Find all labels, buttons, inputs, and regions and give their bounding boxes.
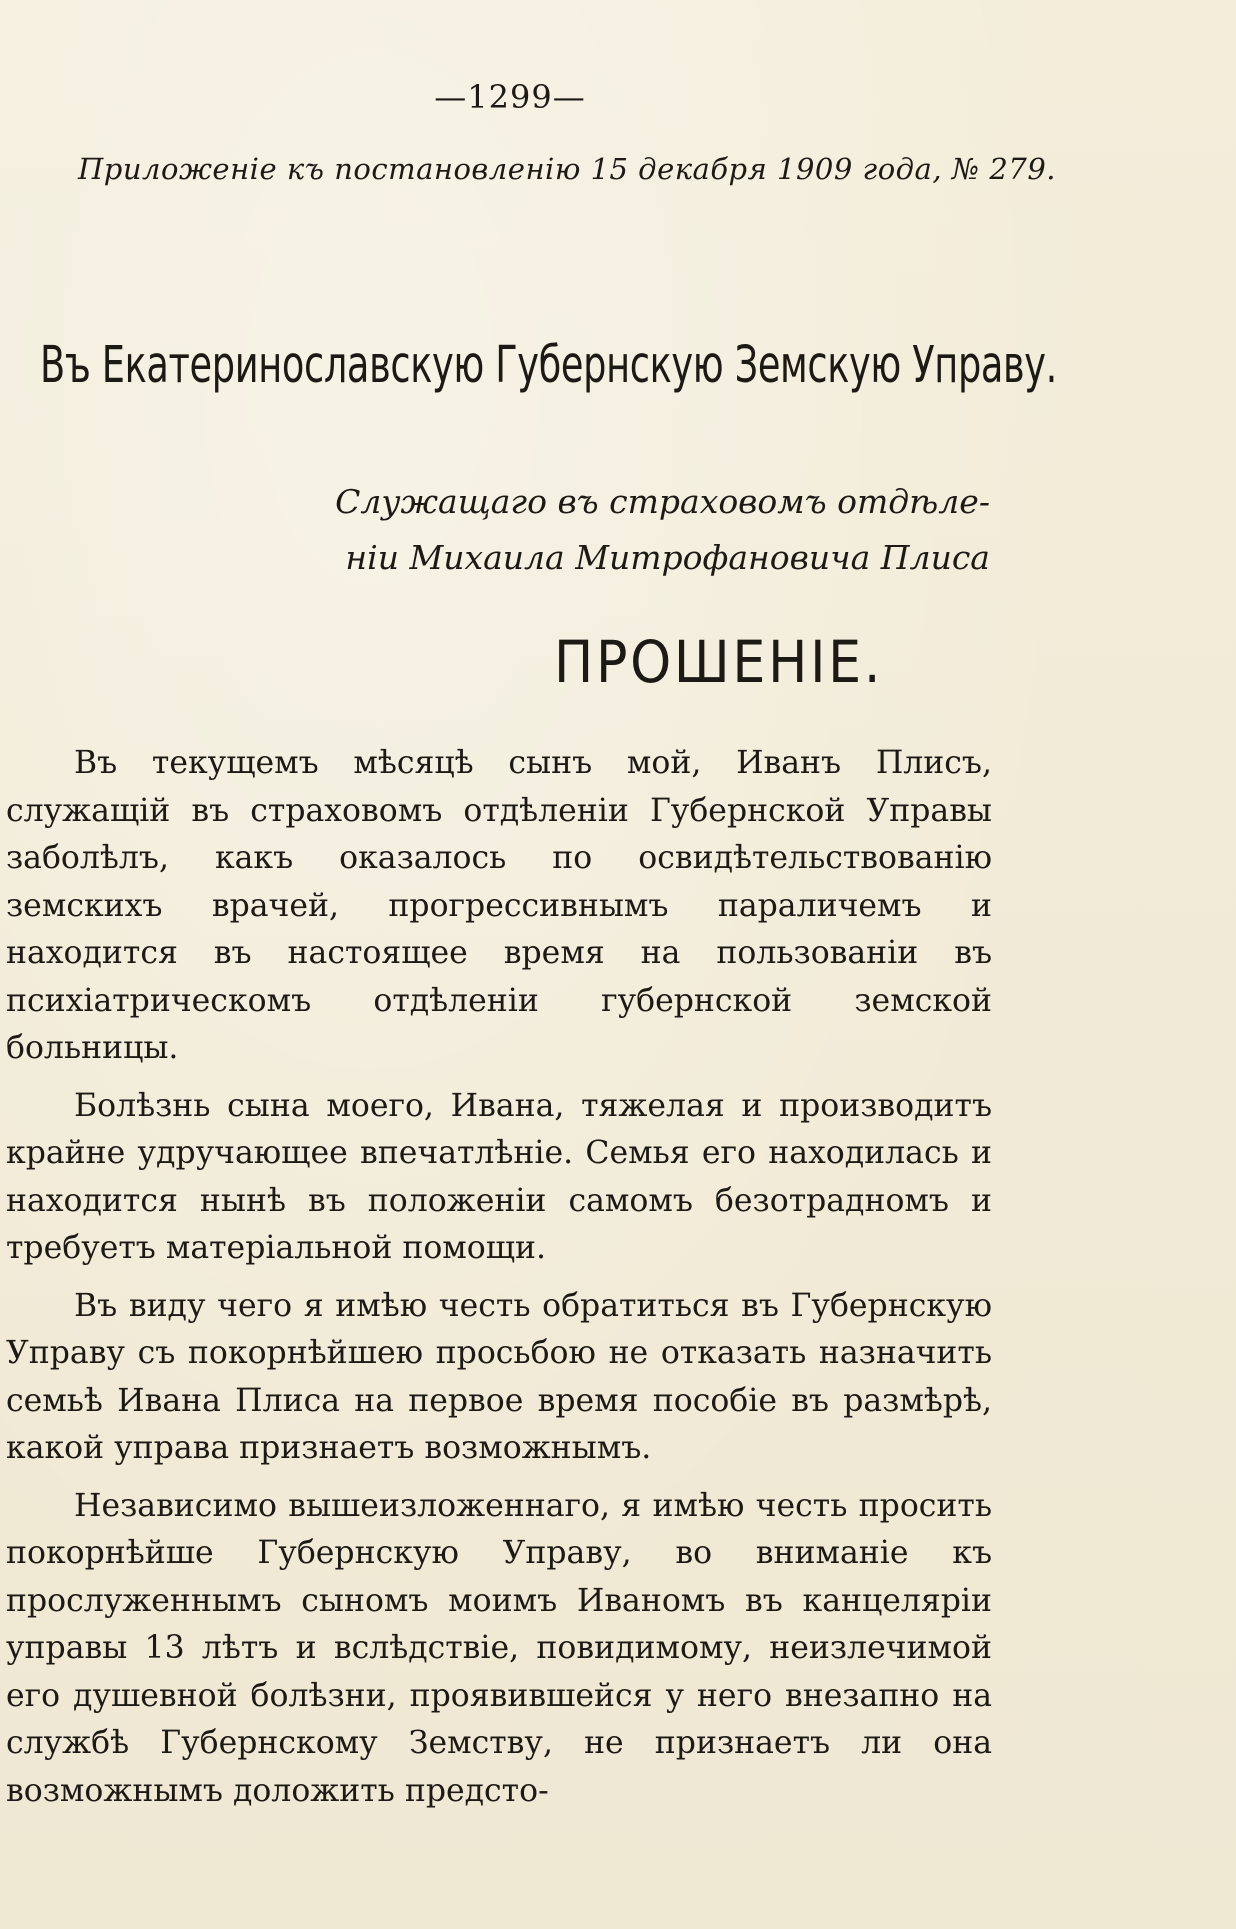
paragraph: Въ текущемъ мѣсяцѣ сынъ мой, Иванъ Плисъ, служащій въ страховомъ отдѣленіи Губернской Управы заболѣлъ, какъ оказалось по освидѣтельствованію земскихъ врачей, прогрессивнымъ параличемъ и находится въ настоящее время на пользованіи въ психіатрическомъ отдѣленіи губернской земской больницы. bbox=[6, 745, 992, 1066]
appendix-note: Приложеніе къ постановленію 15 декабря 1909 года, № 279. bbox=[78, 152, 1056, 186]
sender-block bbox=[290, 474, 990, 586]
paragraph: Болѣзнь сына моего, Ивана, тяжелая и производитъ крайне удручающее впечатлѣніе. Семья его находилась и находится нынѣ въ положеніи самомъ безотрадномъ и требуетъ матеріальной помощи. bbox=[6, 1087, 992, 1266]
sender-line-2: ніи Михаила Митрофановича Плиса bbox=[345, 538, 990, 577]
petition-body bbox=[6, 740, 992, 1825]
paragraph: Въ виду чего я имѣю честь обратиться въ Губернскую Управу съ покорнѣйшею просьбою не отказать назначить семьѣ Ивана Плиса на первое время пособіе въ размѣрѣ, какой управа признаетъ возможнымъ. bbox=[6, 1287, 992, 1466]
sender-line-1: Служащаго въ страховомъ отдѣле- bbox=[335, 482, 990, 521]
paragraph: Независимо вышеизложеннаго, я имѣю честь просить покорнѣйше Губернскую Управу, во вниманіе къ прослуженнымъ сыномъ моимъ Иваномъ въ канцеляріи управы 13 лѣтъ и вслѣдствіе, повидимому, неизлечимой его душевной болѣзни, проявившейся у него внезапно на службѣ Губернскому Земству, не признаетъ ли она возможнымъ доложить предсто- bbox=[6, 1487, 992, 1809]
petition-title: ПРОШЕНІЕ. bbox=[554, 628, 884, 696]
page-number: —1299— bbox=[434, 78, 586, 116]
addressee-heading: Въ Екатеринославскую Губернскую Земскую Управу. bbox=[40, 336, 1057, 395]
